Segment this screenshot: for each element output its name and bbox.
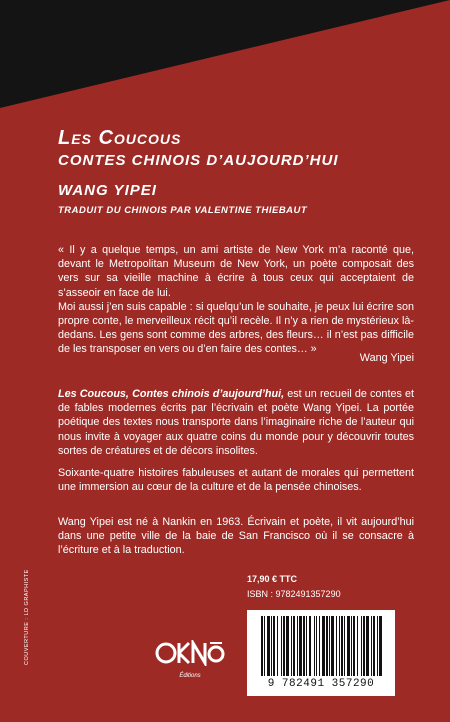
cover-credit: COUVERTURE : LD GRAPHISTE bbox=[24, 569, 30, 665]
barcode-bars bbox=[247, 610, 395, 680]
quote-signature: Wang Yipei bbox=[359, 352, 414, 364]
quote-block bbox=[58, 243, 414, 357]
barcode bbox=[247, 610, 395, 696]
description-paragraph-3 bbox=[58, 515, 414, 558]
black-corner-decoration bbox=[0, 0, 450, 108]
author-name: WANG YIPEI bbox=[58, 182, 157, 199]
description-paragraph-1-text: est un recueil de contes et de fables modernes écrits par l’écrivain et poète Wang Yipei. La portée poétique des textes nous transporte dans l’imaginaire riche de l’auteur qui nous invite à voyager aux quatre coins du monde pour y découvrir toutes sortes de créatures et de décors insolites. bbox=[58, 388, 414, 457]
book-title bbox=[58, 127, 339, 169]
quote-paragraph-1: « Il y a quelque temps, un ami artiste de New York m’a raconté que, devant le Metropolitan Museum de New York, un poète composait des vers sur sa vieille machine à écrire à tous ceux qui acceptaient de s’asseoir en face de lui. bbox=[58, 244, 414, 299]
quote-paragraph-2: Moi aussi j’en suis capable : si quelqu’un le souhaite, je peux lui écrire son propre conte, le merveilleux récit qu’il recèle. Il n’y a rien de mystérieux là-dedans. Les gens sont comme des arbres, des fleurs… il n’est pas difficile de les transposer en vers ou d’en faire des contes… » bbox=[58, 300, 414, 356]
description-paragraph-2 bbox=[58, 466, 414, 494]
okno-logo-icon bbox=[155, 640, 225, 666]
description-paragraph-3-text: Wang Yipei est né à Nankin en 1963. Écrivain et poète, il vit aujourd’hui dans une petite ville de la baie de San Francisco où il se consacre à l’écriture et à la traduction. bbox=[58, 516, 414, 557]
price-label: 17,90 € TTC bbox=[247, 574, 298, 584]
description-paragraph-1 bbox=[58, 387, 414, 458]
publisher-logo bbox=[155, 640, 225, 679]
book-title-inline: Les Coucous, Contes chinois d’aujourd’hui, bbox=[58, 388, 285, 400]
title-line-2: CONTES CHINOIS D’AUJOURD’HUI bbox=[58, 152, 339, 169]
isbn-label: ISBN : 9782491357290 bbox=[247, 589, 341, 599]
title-line-1: Les Coucous bbox=[58, 127, 182, 149]
translator-credit: TRADUIT DU CHINOIS PAR VALENTINE THIEBAUT bbox=[58, 205, 308, 216]
publisher-subtitle: Éditions bbox=[179, 673, 201, 679]
description-paragraph-2-text: Soixante-quatre histoires fabuleuses et autant de morales qui permettent une immersion au cœur de la culture et de la pensée chinoises. bbox=[58, 467, 414, 494]
barcode-digits: 9 782491 357290 bbox=[267, 678, 375, 690]
